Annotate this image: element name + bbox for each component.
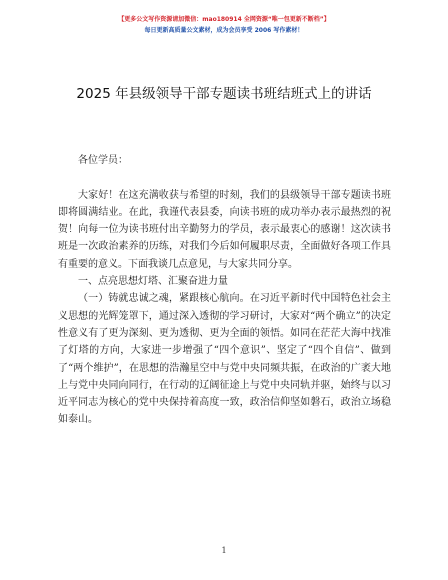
document-body <box>58 152 391 429</box>
paragraph-opening: 大家好！在这充满收获与希望的时刻，我们的县级领导干部专题读书班即将圆满结业。在此，我谨代表县委，向读书班的成功举办表示最热烈的祝贺！向每一位为读书班付出辛勤努力的学员，表示最衷心的感谢！这次读书班是一次政治素养的历练，对我们今后如何履职尽责，全面做好各项工作具有重要的意义。下面我谈几点意见，与大家共同分享。 <box>58 189 391 270</box>
greeting: 各位学员： <box>78 155 128 166</box>
promo-banner-line-1: 【更多公文写作资源请加微信：mao180914 全网资源“唯一包更新不断档”】 <box>118 16 330 23</box>
paragraph-section-1-1: （一）铸就忠诚之魂，紧跟核心航向。在习近平新时代中国特色社会主义思想的光辉笼罩下，通过深入透彻的学习研讨，大家对“两个确立”的决定性意义有了更为深刻、更为透彻、更为全面的领悟。如同在茫茫大海中找准了灯塔的方向，大家进一步增强了“四个意识”、坚定了“四个自信”、做到了“两个维护”，在思想的浩瀚星空中与党中央同频共振，在政治的广袤大地上与党中央同向同行，在行动的辽阔征途上与党中央同轨并驱，始终与以习近平同志为核心的党中央保持着高度一致，政治信仰坚如磐石，政治立场稳如泰山。 <box>58 293 391 426</box>
promo-banner-line-2: 每日更新高质量公文素材，成为会员享受 2006 写作素材！ <box>144 27 304 34</box>
document-title: 2025 年县级领导干部专题读书班结班式上的讲话 <box>76 86 372 102</box>
page-number: 1 <box>221 546 227 555</box>
section-heading: 一、点亮思想灯塔、汇聚奋进力量 <box>78 276 228 288</box>
